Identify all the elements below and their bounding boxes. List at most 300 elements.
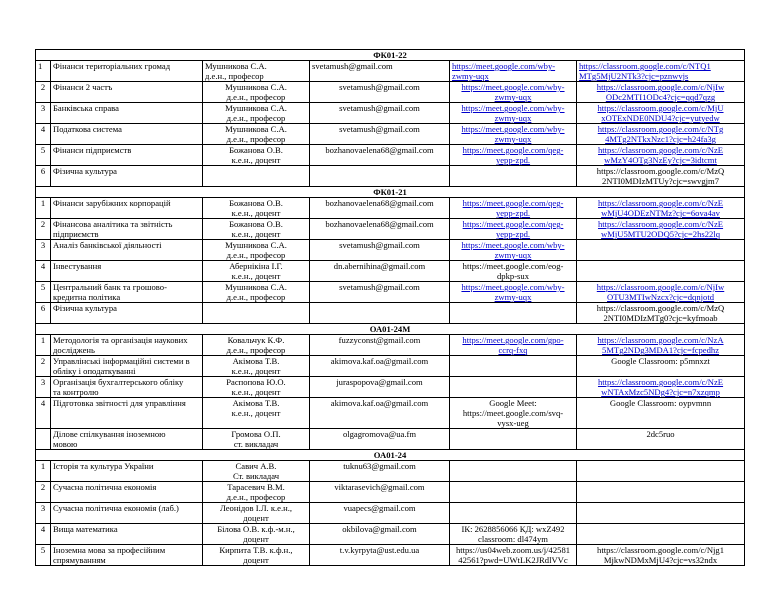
- row-number: 4: [36, 398, 51, 429]
- cell-text: Центральний банк та грошово-: [53, 282, 167, 292]
- email-text: svetamush@gmail.com: [312, 61, 393, 71]
- cell-text: https://classroom.google.com/c/MzQ: [596, 303, 725, 313]
- email-cell: [310, 198, 450, 219]
- meet-link[interactable]: https://meet.google.com/qeg-: [462, 219, 564, 229]
- cell-text: 42561?pwd=UWtLK2JRdlVVc: [458, 555, 568, 565]
- teacher-cell: [203, 545, 310, 566]
- cell-text: д.е.н., професор: [226, 113, 286, 123]
- classroom-cell: [577, 503, 745, 524]
- subject-cell: [51, 124, 203, 145]
- table-row: [36, 398, 745, 429]
- meet-cell: [450, 482, 577, 503]
- row-number: 4: [36, 524, 51, 545]
- table-row: [36, 429, 745, 450]
- table-row: [36, 356, 745, 377]
- meet-cell: [450, 398, 577, 429]
- email-cell: [310, 145, 450, 166]
- cell-text: Google Meet:: [489, 398, 537, 408]
- cell-text: Білова О.В. к.ф.-м.н.,: [217, 524, 295, 534]
- cell-text: Фінансова аналітика та звітність: [53, 219, 173, 229]
- classroom-link[interactable]: https://classroom.google.com/c/MjU: [597, 103, 724, 113]
- meet-link[interactable]: https://meet.google.com/wby-: [452, 61, 556, 71]
- classroom-link[interactable]: https://classroom.google.com/c/NzA: [597, 335, 724, 345]
- cell-text: Управлінські інформаційні системи в: [53, 356, 190, 366]
- teacher-cell: [203, 261, 310, 282]
- meet-link[interactable]: https://meet.google.com/qeg-: [462, 145, 564, 155]
- row-number: 5: [36, 545, 51, 566]
- subject-cell: [51, 503, 203, 524]
- cell-text: д.е.н., професор: [226, 250, 286, 260]
- cell-text: Фінанси зарубіжних корпорацій: [53, 198, 171, 208]
- subject-cell: [51, 282, 203, 303]
- cell-text: кредитна політика: [53, 292, 121, 302]
- meet-cell: [450, 524, 577, 545]
- table-row: [36, 124, 745, 145]
- cell-text: Google Classroom: p5mnxzt: [611, 356, 710, 366]
- email-cell: [310, 240, 450, 261]
- group-title: ФК01-22: [36, 50, 745, 61]
- meet-link[interactable]: https://meet.google.com/wby-: [461, 82, 565, 92]
- row-number: 3: [36, 240, 51, 261]
- classroom-link[interactable]: 5MTg2NDg3MDA1?cjc=fcpedhz: [602, 345, 720, 355]
- cell-text: Фізична культура: [53, 303, 117, 313]
- table-row: [36, 219, 745, 240]
- subject-cell: [51, 398, 203, 429]
- classroom-link[interactable]: wMjU4ODEzNTMz?cjc=6ova4av: [601, 208, 720, 218]
- meet-cell: [450, 356, 577, 377]
- meet-cell[interactable]: [450, 335, 577, 356]
- meet-cell[interactable]: [450, 124, 577, 145]
- email-cell: [310, 303, 450, 324]
- cell-text: Мушникова С.А.: [225, 82, 287, 92]
- row-number: 1: [36, 61, 51, 82]
- cell-text: https://meet.google.com/eog-: [462, 261, 564, 271]
- email-cell: [310, 356, 450, 377]
- meet-link[interactable]: https://meet.google.com/wby-: [461, 240, 565, 250]
- classroom-link[interactable]: https://classroom.google.com/c/NjIw: [596, 82, 725, 92]
- subject-cell: [51, 145, 203, 166]
- subject-cell: [51, 103, 203, 124]
- teacher-cell: [203, 429, 310, 450]
- cell-text: д.е.н., професор: [226, 345, 286, 355]
- subject-cell: [51, 377, 203, 398]
- row-number: 2: [36, 482, 51, 503]
- meet-cell: [450, 503, 577, 524]
- meet-cell[interactable]: [450, 198, 577, 219]
- table-row: [36, 103, 745, 124]
- group-header-row: [36, 50, 745, 61]
- cell-text: Податкова система: [53, 124, 122, 134]
- email-text: okbilova@gmail.com: [342, 524, 417, 534]
- cell-text: https://classroom.google.com/c/Njg1: [597, 545, 725, 555]
- row-number: 1: [36, 198, 51, 219]
- cell-text: Фізична культура: [53, 166, 117, 176]
- cell-text: dpkp-sux: [497, 271, 529, 281]
- email-text: viktarasevich@gmail.com: [334, 482, 425, 492]
- table-row: [36, 261, 745, 282]
- row-number: 6: [36, 166, 51, 187]
- classroom-link[interactable]: https://classroom.google.com/c/NzE: [597, 377, 724, 387]
- cell-text: підприємств: [53, 229, 99, 239]
- classroom-cell[interactable]: [577, 103, 745, 124]
- subject-cell: [51, 82, 203, 103]
- group-header-row: [36, 450, 745, 461]
- classroom-link[interactable]: wNTAxMzc5NDg4?cjc=n7xzqmp: [601, 387, 720, 397]
- teacher-cell: [203, 82, 310, 103]
- email-text: dn.abernihina@gmail.com: [333, 261, 426, 271]
- cell-text: https://us04web.zoom.us/j/42581: [455, 545, 571, 555]
- meet-link[interactable]: https://meet.google.com/wby-: [461, 124, 565, 134]
- cell-text: спрямуванням: [53, 555, 106, 565]
- meet-cell[interactable]: [450, 282, 577, 303]
- table-row: [36, 61, 745, 82]
- row-number: 3: [36, 503, 51, 524]
- meet-link[interactable]: zwmy-uqx: [494, 113, 532, 123]
- cell-text: Мушникова С.А.: [225, 282, 287, 292]
- cell-text: Фінанси територіальних громад: [53, 61, 171, 71]
- classroom-cell[interactable]: [577, 335, 745, 356]
- classroom-link[interactable]: https://classroom.google.com/c/NzE: [597, 219, 724, 229]
- cell-text: Божанова О.В.: [229, 145, 283, 155]
- subject-cell: [51, 219, 203, 240]
- meet-link[interactable]: zwmy-uqx: [452, 71, 489, 81]
- cell-text: к.е.н., доцент: [231, 366, 281, 376]
- row-number: [36, 429, 51, 450]
- teacher-cell: [203, 240, 310, 261]
- cell-text: Методологія та організація наукових: [53, 335, 188, 345]
- cell-text: Ділове спілкування іноземною: [53, 429, 166, 439]
- email-text: tuknu63@gmail.com: [343, 461, 416, 471]
- meet-cell: [450, 545, 577, 566]
- meet-link[interactable]: https://meet.google.com/wby-: [461, 103, 565, 113]
- classroom-cell: [577, 545, 745, 566]
- teacher-cell: [203, 482, 310, 503]
- meet-cell[interactable]: [450, 82, 577, 103]
- meet-link[interactable]: https://meet.google.com/wby-: [461, 282, 565, 292]
- cell-text: Абернікіна І.Г.: [229, 261, 283, 271]
- cell-text: Іноземна мова за професійним: [53, 545, 166, 555]
- classroom-cell[interactable]: [577, 82, 745, 103]
- cell-text: Акімова Т.В.: [232, 356, 280, 366]
- cell-text: 2NTI0MDIzMTg0?cjc=kyfmoab: [603, 313, 718, 323]
- classroom-cell[interactable]: [577, 198, 745, 219]
- email-cell: [310, 482, 450, 503]
- cell-text: Організація бухгалтерського обліку: [53, 377, 184, 387]
- row-number: 3: [36, 103, 51, 124]
- meet-cell: [450, 303, 577, 324]
- cell-text: Історія та культура України: [53, 461, 154, 471]
- email-cell: [310, 166, 450, 187]
- email-text: fuzzyconst@gmail.com: [338, 335, 421, 345]
- cell-text: к.е.н., доцент: [231, 229, 281, 239]
- subject-cell: [51, 356, 203, 377]
- table-row: [36, 145, 745, 166]
- email-text: svetamush@gmail.com: [339, 124, 420, 134]
- meet-cell: [450, 166, 577, 187]
- classroom-cell[interactable]: [577, 124, 745, 145]
- cell-text: https://classroom.google.com/c/MzQ: [596, 166, 725, 176]
- row-number: 1: [36, 461, 51, 482]
- meet-link[interactable]: yepp-zpd.: [495, 155, 531, 165]
- table-row: [36, 82, 745, 103]
- teacher-cell: [203, 377, 310, 398]
- teacher-cell: [203, 524, 310, 545]
- meet-cell[interactable]: [450, 240, 577, 261]
- email-text: bozhanovaelena68@gmail.com: [325, 198, 434, 208]
- email-cell: [310, 261, 450, 282]
- classroom-cell: [577, 524, 745, 545]
- table-row: [36, 461, 745, 482]
- cell-text: ст. викладач: [233, 439, 279, 449]
- classroom-cell: [577, 166, 745, 187]
- group-header-row: [36, 187, 745, 198]
- meet-link[interactable]: yepp-zpd.: [495, 208, 531, 218]
- cell-text: доцент: [243, 513, 269, 523]
- subject-cell: [51, 545, 203, 566]
- cell-text: Мушникова С.А.: [225, 240, 287, 250]
- cell-text: обліку і оподаткуванні: [53, 366, 136, 376]
- classroom-link[interactable]: MTg5MjU2NTk3?cjc=pznwvjs: [579, 71, 689, 81]
- cell-text: доцент: [243, 555, 269, 565]
- classroom-cell: [577, 261, 745, 282]
- classroom-cell: [577, 398, 745, 429]
- email-cell: [310, 335, 450, 356]
- email-cell: [310, 503, 450, 524]
- cell-text: classroom: dl474ym: [478, 534, 548, 544]
- meet-link[interactable]: zwmy-uqx: [494, 250, 532, 260]
- cell-text: Аналіз банківської діяльності: [53, 240, 162, 250]
- subject-cell: [51, 61, 203, 82]
- cell-text: Распопова Ю.О.: [226, 377, 286, 387]
- classroom-link[interactable]: wMjU5MTU2ODQ5?cjc=2hs22lq: [601, 229, 720, 239]
- meet-link[interactable]: yepp-zpd.: [495, 229, 531, 239]
- meet-link[interactable]: https://meet.google.com/qeg-: [462, 198, 564, 208]
- cell-text: д.е.н., професор: [205, 71, 264, 81]
- cell-text: Громова О.П.: [231, 429, 281, 439]
- schedule-document: [35, 49, 744, 566]
- cell-text: Сучасна політична економія: [53, 482, 157, 492]
- classroom-link[interactable]: wMzY4OTg3NzEy?cjc=3idtcmt: [604, 155, 717, 165]
- subject-cell: [51, 303, 203, 324]
- cell-text: ІК: 2628856066 КД: wxZ492: [461, 524, 565, 534]
- email-text: svetamush@gmail.com: [339, 82, 420, 92]
- email-text: juraspopova@gmail.com: [336, 377, 423, 387]
- teacher-cell: [203, 303, 310, 324]
- row-number: 3: [36, 377, 51, 398]
- classroom-cell[interactable]: [577, 61, 745, 82]
- cell-text: д.е.н., професор: [226, 92, 286, 102]
- meet-link[interactable]: https://meet.google.com/gpo-: [462, 335, 564, 345]
- table-row: [36, 166, 745, 187]
- teacher-cell: [203, 166, 310, 187]
- group-title: ОА01-24: [36, 450, 745, 461]
- cell-text: д.е.н., професор: [226, 292, 286, 302]
- row-number: 2: [36, 356, 51, 377]
- subject-cell: [51, 166, 203, 187]
- classroom-cell: [577, 356, 745, 377]
- classroom-link[interactable]: https://classroom.google.com/c/NzE: [597, 198, 724, 208]
- email-cell: [310, 103, 450, 124]
- meet-link[interactable]: ccrq-fxq: [498, 345, 528, 355]
- cell-text: д.е.н., професор: [226, 492, 286, 502]
- meet-cell: [450, 461, 577, 482]
- classroom-link[interactable]: xOTExNDE0NDU4?cjc=yutyedw: [601, 113, 720, 123]
- teacher-cell: [203, 198, 310, 219]
- group-title: ОА01-24М: [36, 324, 745, 335]
- email-text: bozhanovaelena68@gmail.com: [325, 219, 434, 229]
- classroom-link[interactable]: OTU3MTIwNzcx?cjc=dqnjotd: [607, 292, 715, 302]
- table-row: [36, 524, 745, 545]
- cell-text: Ковальчук К.Ф.: [227, 335, 285, 345]
- classroom-cell[interactable]: [577, 219, 745, 240]
- meet-link[interactable]: zwmy-uqx: [494, 292, 532, 302]
- subject-cell: [51, 261, 203, 282]
- classroom-cell: [577, 240, 745, 261]
- cell-text: Вища математика: [53, 524, 118, 534]
- row-number: 1: [36, 335, 51, 356]
- cell-text: доцент: [243, 534, 269, 544]
- classroom-link[interactable]: https://classroom.google.com/c/NzE: [597, 145, 724, 155]
- classroom-cell: [577, 482, 745, 503]
- cell-text: Інвестування: [53, 261, 102, 271]
- group-title: ФК01-21: [36, 187, 745, 198]
- cell-text: к.е.н., доцент: [231, 387, 281, 397]
- email-text: akimova.kaf.oa@gmail.com: [330, 356, 429, 366]
- email-cell: [310, 429, 450, 450]
- email-text: bozhanovaelena68@gmail.com: [325, 145, 434, 155]
- cell-text: д.е.н., професор: [226, 134, 286, 144]
- email-text: t.v.kyrpyta@ust.edu.ua: [339, 545, 420, 555]
- classroom-link[interactable]: https://classroom.google.com/c/NjIw: [596, 282, 725, 292]
- cell-text: Божанова О.В.: [229, 198, 283, 208]
- email-text: svetamush@gmail.com: [339, 103, 420, 113]
- cell-text: MjkwNDMxMjU4?cjc=vs32ndx: [603, 555, 718, 565]
- cell-text: Тарасевич В.М.: [227, 482, 285, 492]
- meet-cell: [450, 261, 577, 282]
- subject-cell: [51, 335, 203, 356]
- email-text: svetamush@gmail.com: [339, 240, 420, 250]
- row-number: 5: [36, 282, 51, 303]
- email-cell: [310, 61, 450, 82]
- meet-cell[interactable]: [450, 145, 577, 166]
- row-number: 4: [36, 261, 51, 282]
- cell-text: Акімова Т.В.: [232, 398, 280, 408]
- meet-link[interactable]: zwmy-uqx: [494, 134, 532, 144]
- classroom-link[interactable]: 4MTg2NTkxNzc1?cjc=h24fa3g: [605, 134, 716, 144]
- email-cell: [310, 282, 450, 303]
- meet-cell[interactable]: [450, 103, 577, 124]
- email-cell: [310, 124, 450, 145]
- teacher-cell: [203, 356, 310, 377]
- email-cell: [310, 461, 450, 482]
- table-row: [36, 282, 745, 303]
- cell-text: к.е.н., доцент: [231, 155, 281, 165]
- teacher-cell: [203, 61, 310, 82]
- cell-text: 2dc5ruo: [646, 429, 675, 439]
- email-cell: [310, 82, 450, 103]
- cell-text: к.е.н., доцент: [231, 408, 281, 418]
- group-header-row: [36, 324, 745, 335]
- cell-text: Божанова О.В.: [229, 219, 283, 229]
- classroom-link[interactable]: https://classroom.google.com/c/NTQ1: [579, 61, 711, 71]
- classroom-link[interactable]: ODc2MTI1ODc4?cjc=qqd7qzg: [605, 92, 716, 102]
- meet-cell[interactable]: [450, 61, 577, 82]
- cell-text: Банківська справа: [53, 103, 119, 113]
- cell-text: 2NTI0MDIzMTUy?cjc=swvgjm7: [602, 176, 720, 186]
- cell-text: Фінанси підприємств: [53, 145, 132, 155]
- classroom-cell: [577, 461, 745, 482]
- cell-text: Сучасна політична економія (лаб.): [53, 503, 179, 513]
- cell-text: Google Classroom: oypvmnn: [609, 398, 712, 408]
- email-cell: [310, 398, 450, 429]
- table-row: [36, 545, 745, 566]
- subject-cell: [51, 240, 203, 261]
- subject-cell: [51, 524, 203, 545]
- meet-cell[interactable]: [450, 219, 577, 240]
- teacher-cell: [203, 398, 310, 429]
- cell-text: Підготовка звітності для управління: [53, 398, 186, 408]
- teacher-cell: [203, 503, 310, 524]
- teacher-cell: [203, 282, 310, 303]
- cell-text: досліджень: [53, 345, 95, 355]
- email-cell: [310, 377, 450, 398]
- teacher-cell: [203, 219, 310, 240]
- classroom-link[interactable]: https://classroom.google.com/c/NTg: [597, 124, 724, 134]
- cell-text: Леонідов І.Л. к.е.н.,: [219, 503, 293, 513]
- row-number: 4: [36, 124, 51, 145]
- table-row: [36, 377, 745, 398]
- cell-text: Ст. викладач: [232, 471, 280, 481]
- cell-text: https://meet.google.com/svq-: [462, 408, 564, 418]
- row-number: 2: [36, 219, 51, 240]
- cell-text: та контролю: [53, 387, 99, 397]
- cell-text: Кирпита Т.В. к.ф.н.,: [219, 545, 293, 555]
- teacher-cell: [203, 145, 310, 166]
- classroom-cell: [577, 429, 745, 450]
- cell-text: vysx-ueg: [497, 418, 529, 428]
- row-number: 2: [36, 82, 51, 103]
- teacher-cell: [203, 335, 310, 356]
- schedule-table: [35, 49, 745, 566]
- email-cell: [310, 545, 450, 566]
- cell-text: Мушникова С.А.: [205, 61, 267, 71]
- email-text: vuapecs@gmail.com: [343, 503, 416, 513]
- subject-cell: [51, 482, 203, 503]
- cell-text: Мушникова С.А.: [225, 103, 287, 113]
- email-text: olgagromova@ua.fm: [342, 429, 417, 439]
- meet-cell: [450, 377, 577, 398]
- meet-link[interactable]: zwmy-uqx: [494, 92, 532, 102]
- teacher-cell: [203, 461, 310, 482]
- row-number: 6: [36, 303, 51, 324]
- teacher-cell: [203, 103, 310, 124]
- cell-text: мовою: [53, 439, 78, 449]
- email-cell: [310, 219, 450, 240]
- classroom-cell[interactable]: [577, 145, 745, 166]
- table-row: [36, 503, 745, 524]
- cell-text: Мушникова С.А.: [225, 124, 287, 134]
- classroom-cell[interactable]: [577, 282, 745, 303]
- table-row: [36, 240, 745, 261]
- table-row: [36, 303, 745, 324]
- classroom-cell: [577, 303, 745, 324]
- table-row: [36, 335, 745, 356]
- classroom-cell[interactable]: [577, 377, 745, 398]
- subject-cell: [51, 198, 203, 219]
- meet-cell: [450, 429, 577, 450]
- email-text: svetamush@gmail.com: [339, 282, 420, 292]
- subject-cell: [51, 429, 203, 450]
